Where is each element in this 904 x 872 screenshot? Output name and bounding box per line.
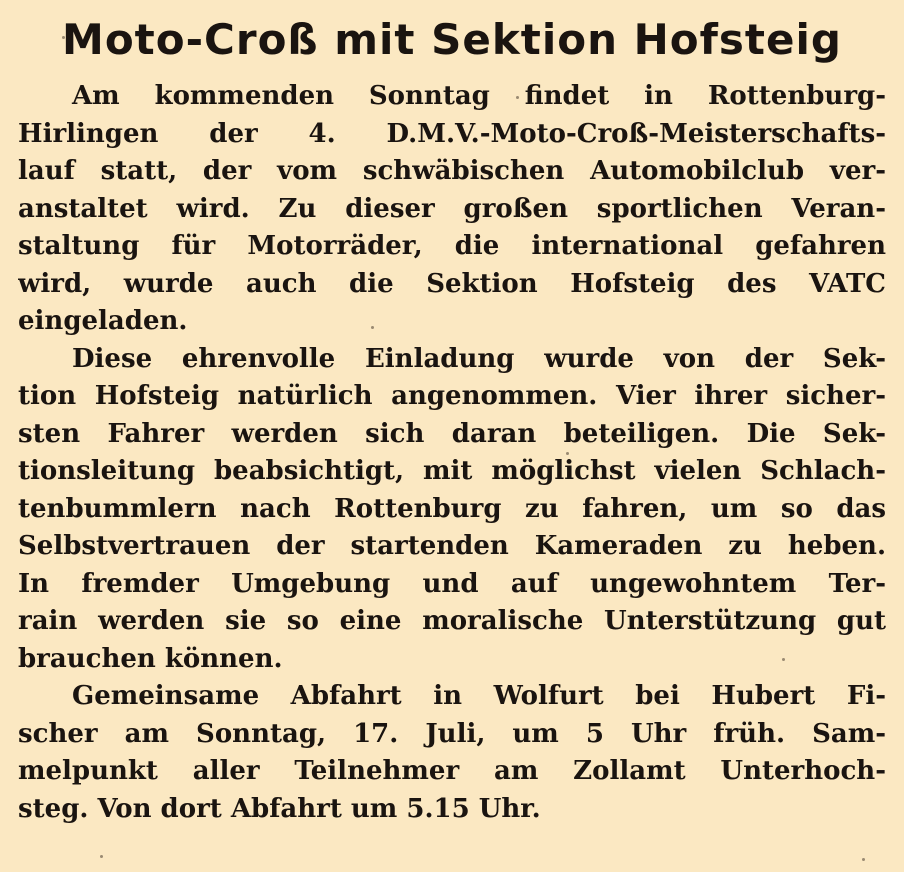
paragraph-1-line: eingeladen.	[18, 306, 188, 336]
paragraph-3-line: steg. Von dort Abfahrt um 5.15 Uhr.	[18, 793, 541, 824]
paragraph-1-line: Am kommenden Sonntag findet in Rottenburg-	[72, 81, 886, 111]
paragraph-2-line: tenbummlern nach Rottenburg zu fahren, um so das	[18, 493, 886, 524]
paragraph-3-line: melpunkt aller Teilnehmer am Zollamt Unterhoch-	[18, 756, 886, 786]
paragraph-3-line: scher am Sonntag, 17. Juli, um 5 Uhr früh. Sam-	[18, 718, 886, 749]
paragraph-1-line: staltung für Motorräder, die international gefahren	[18, 231, 886, 261]
paragraph-2-line: In fremder Umgebung und auf ungewohntem Ter-	[18, 568, 886, 599]
paragraph-1-line: anstaltet wird. Zu dieser großen sportlichen Veran-	[18, 193, 886, 224]
paragraph-1-line: wird, wurde auch die Sektion Hofsteig des VATC	[18, 268, 886, 299]
paragraph-2-line: rain werden sie so eine moralische Unterstützung gut	[18, 606, 886, 636]
paragraph-2-line: tion Hofsteig natürlich angenommen. Vier ihrer sicher-	[18, 381, 886, 411]
paragraph-1-line: lauf statt, der vom schwäbischen Automobilclub ver-	[18, 156, 886, 186]
paragraph-2-line: sten Fahrer werden sich daran beteiligen. Die Sek-	[18, 418, 886, 449]
paragraph-3-line: Gemeinsame Abfahrt in Wolfurt bei Hubert Fi-	[72, 681, 886, 711]
paragraph-2-line: tionsleitung beabsichtigt, mit möglichst vielen Schlach-	[18, 456, 886, 486]
paragraph-2-line: brauchen können.	[18, 643, 283, 674]
article-headline: Moto-Croß mit Sektion Hofsteig	[62, 15, 842, 64]
article-body	[18, 78, 886, 828]
ink-speck	[100, 855, 103, 858]
paragraph-1-line: Hirlingen der 4. D.M.V.-Moto-Croß-Meisterschafts-	[18, 118, 886, 149]
ink-speck	[862, 858, 865, 861]
paragraph-2-line: Diese ehrenvolle Einladung wurde von der Sek-	[72, 343, 886, 374]
paragraph-2-line: Selbstvertrauen der startenden Kameraden zu heben.	[18, 531, 886, 561]
